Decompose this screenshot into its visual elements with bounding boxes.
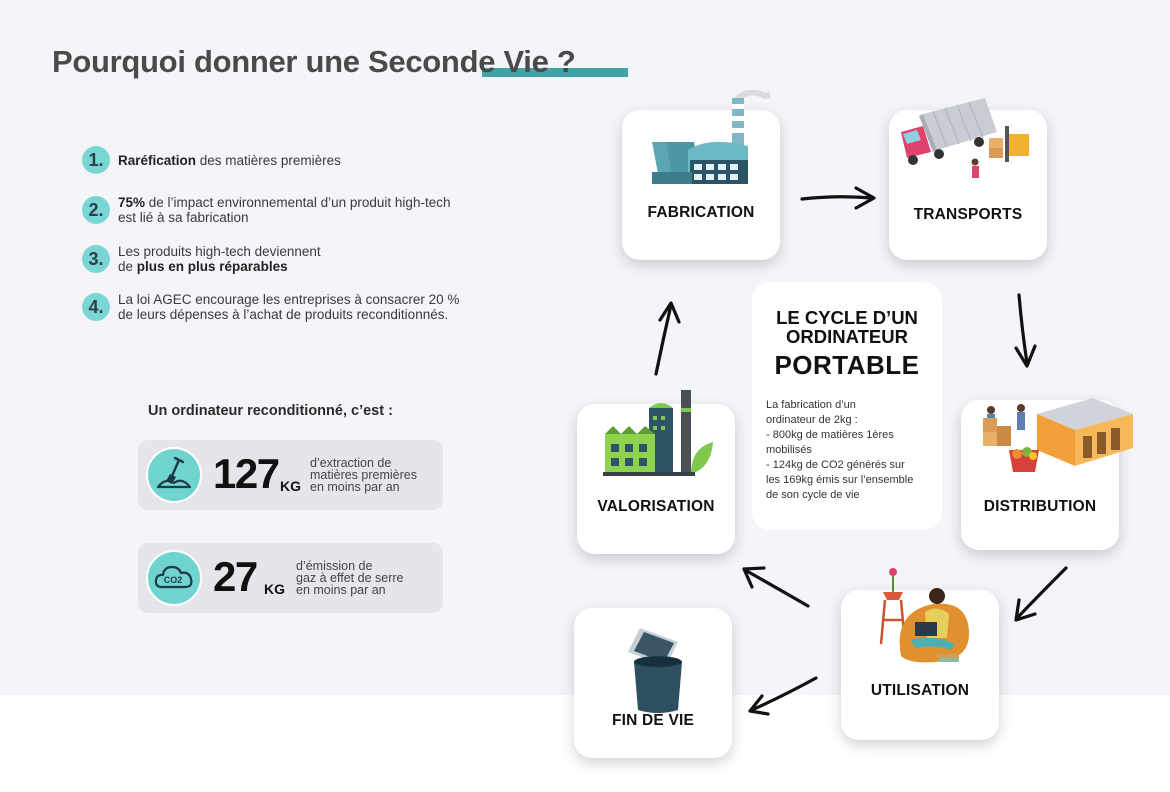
truck-icon: [893, 92, 1043, 192]
cycle-description-line: La fabrication d’un: [766, 399, 856, 411]
green-factory-icon: [599, 378, 719, 488]
arrow-transports-to-distribution: [1016, 295, 1035, 366]
stat-unit: KG: [264, 581, 285, 597]
stage-label: TRANSPORTS: [913, 206, 1023, 223]
stat-desc-line: gaz à effet de serre: [296, 571, 404, 585]
stat-desc-line: matières premières: [310, 468, 417, 482]
cycle-description-line: ordinateur de 2kg :: [766, 414, 858, 426]
cycle-heading: [752, 308, 942, 346]
stage-card-valorisation: [577, 404, 735, 554]
cycle-description-line: de son cycle de vie: [766, 489, 860, 501]
cycle-description-line: mobilisés: [766, 444, 812, 456]
reason-line2-pre: de: [118, 259, 137, 274]
reason-bold: Raréfication: [118, 153, 197, 168]
reason-number: 4.: [82, 293, 110, 321]
reason-line2: est lié à sa fabrication: [118, 210, 249, 225]
stage-label: FIN DE VIE: [611, 712, 695, 729]
page-title: Pourquoi donner une Seconde Vie ?: [52, 44, 576, 79]
arrow-distribution-to-utilisation: [1016, 568, 1066, 620]
stat-number: 127: [213, 450, 279, 497]
cycle-heading-line: ORDINATEUR: [786, 326, 908, 347]
stage-label: UTILISATION: [870, 682, 970, 699]
arrow-valorisation-to-fabrication: [656, 303, 679, 374]
reason-line2: de leurs dépenses à l’achat de produits reconditionnés.: [118, 307, 449, 322]
stage-card-distribution: [961, 400, 1119, 550]
arrow-fabrication-to-transports: [802, 188, 874, 208]
person-laptop-icon: [863, 564, 993, 674]
reason-number: 2.: [82, 196, 110, 224]
cycle-heading-line: LE CYCLE D’UN: [776, 307, 918, 328]
factory-icon: [630, 90, 770, 200]
reason-line1: Les produits high-tech deviennent: [118, 244, 321, 259]
cycle-info-box: [752, 282, 942, 530]
arrow-utilisation-to-valorisation: [744, 568, 808, 606]
cycle-description-line: les 169kg émis sur l’ensemble: [766, 474, 914, 486]
stage-card-fin-de-vie: [574, 608, 732, 758]
cycle-heading-big: PORTABLE: [774, 350, 920, 380]
reason-number: 3.: [82, 245, 110, 273]
arrow-utilisation-to-finvie: [750, 678, 816, 714]
cycle-description-line: - 124kg de CO2 générés sur: [766, 459, 905, 471]
reason-number: 1.: [82, 146, 110, 174]
co2-label: CO2: [163, 575, 183, 585]
reason-bold: 75%: [118, 195, 146, 210]
stage-card-utilisation: [841, 590, 999, 740]
stat-desc-line: en moins par an: [296, 583, 386, 597]
stage-card-fabrication: [622, 110, 780, 260]
stage-label: DISTRIBUTION: [983, 498, 1097, 515]
trash-bin-icon: [618, 622, 708, 722]
stat-desc-line: d’extraction de: [310, 456, 392, 470]
reason-rest: de l’impact environnemental d’un produit high-tech: [145, 195, 451, 210]
stats-title: Un ordinateur reconditionné, c’est :: [148, 403, 393, 419]
reason-bold: plus en plus réparables: [136, 259, 288, 274]
stat-number: 27: [213, 553, 257, 600]
stat-desc-line: en moins par an: [310, 480, 400, 494]
warehouse-icon: [965, 380, 1135, 480]
reason-rest: des matières premières: [196, 153, 341, 168]
stage-card-transports: [889, 110, 1047, 260]
cycle-description-line: - 800kg de matières 1ères: [766, 429, 894, 441]
stage-label: VALORISATION: [597, 498, 715, 515]
stat-desc-line: d’émission de: [296, 559, 373, 573]
stat-unit: KG: [280, 478, 301, 494]
stage-label: FABRICATION: [647, 204, 755, 221]
cycle-description: [766, 398, 936, 503]
reason-line1: La loi AGEC encourage les entreprises à consacrer 20 %: [118, 292, 460, 307]
